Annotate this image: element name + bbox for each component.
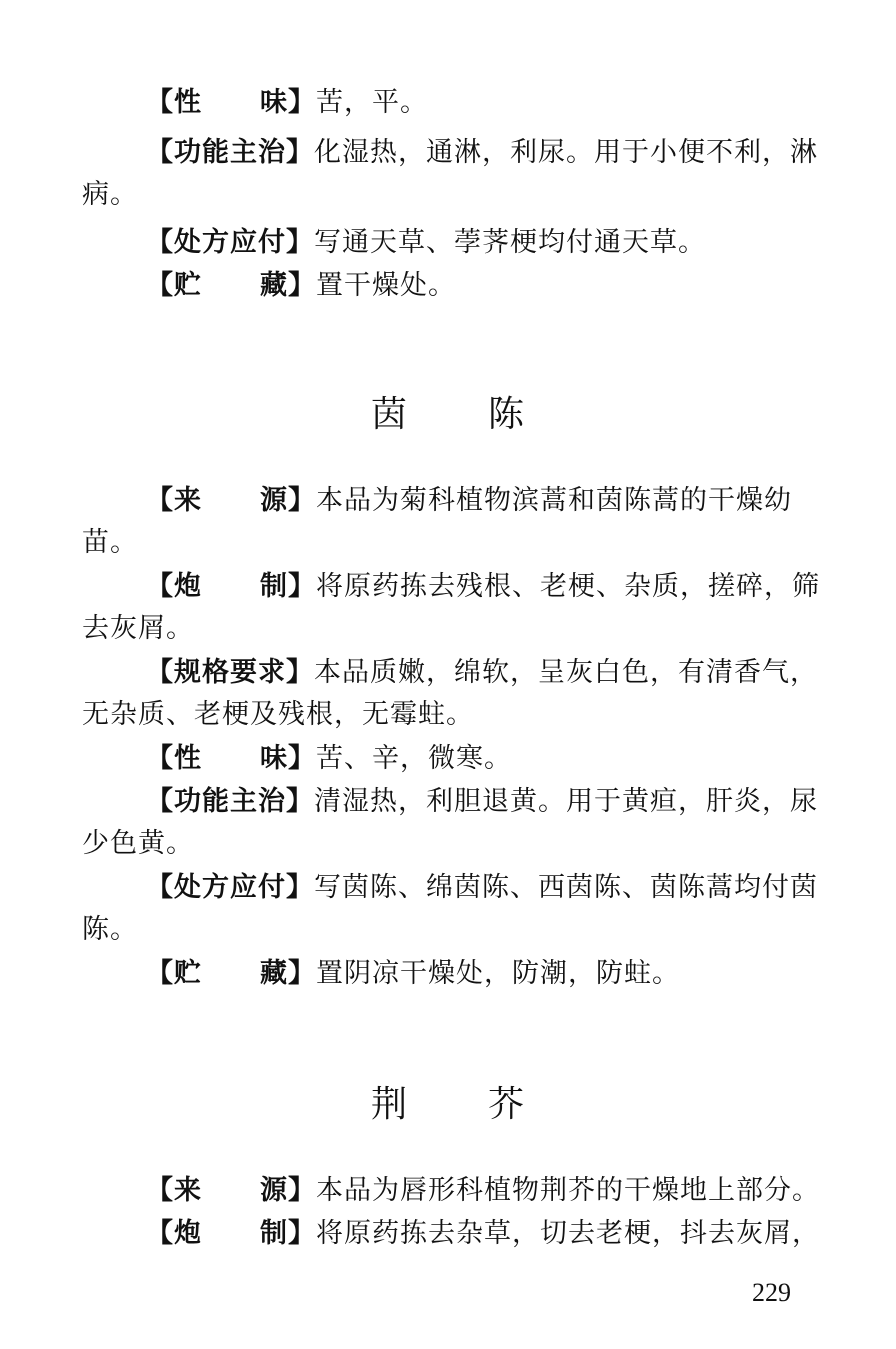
entry-label: 【性 味】 bbox=[146, 87, 316, 118]
entry-label: 【来 源】 bbox=[146, 1175, 316, 1206]
entry-text: 苦、辛，微寒。 bbox=[316, 743, 512, 774]
entry-label: 【功能主治】 bbox=[146, 137, 314, 168]
entry-laiyuan-3 bbox=[82, 1170, 834, 1212]
entry-text: 本品为菊科植物滨蒿和茵陈蒿的干燥幼苗。 bbox=[82, 485, 792, 558]
entry-text: 将原药拣去残根、老梗、杂质，搓碎，筛去灰屑。 bbox=[82, 571, 820, 644]
entry-text: 写茵陈、绵茵陈、西茵陈、茵陈蒿均付茵陈。 bbox=[82, 872, 818, 945]
entry-text: 置阴凉干燥处，防潮，防蛀。 bbox=[316, 958, 680, 989]
entry-gongneng-1 bbox=[82, 132, 834, 216]
entry-text: 清湿热，利胆退黄。用于黄疸，肝炎，尿少色黄。 bbox=[82, 786, 818, 859]
entry-xingwei-1 bbox=[82, 82, 834, 124]
entry-label: 【处方应付】 bbox=[146, 227, 314, 258]
entry-text: 将原药拣去杂草，切去老梗，抖去灰屑， bbox=[316, 1218, 820, 1249]
entry-text: 苦，平。 bbox=[316, 87, 428, 118]
entry-guige-2 bbox=[82, 652, 834, 736]
page-number: 229 bbox=[752, 1278, 791, 1307]
entry-zhucang-2 bbox=[82, 953, 834, 995]
entry-text: 置干燥处。 bbox=[316, 270, 456, 301]
entry-xingwei-2 bbox=[82, 738, 834, 780]
entry-text: 本品为唇形科植物荆芥的干燥地上部分。 bbox=[316, 1175, 820, 1206]
section-title-jingjie: 荆 芥 bbox=[370, 1084, 526, 1125]
entry-label: 【规格要求】 bbox=[146, 657, 314, 688]
entry-label: 【炮 制】 bbox=[146, 1218, 316, 1249]
entry-paozhi-2 bbox=[82, 566, 834, 650]
entry-text: 化湿热，通淋，利尿。用于小便不利，淋病。 bbox=[82, 137, 818, 210]
entry-label: 【炮 制】 bbox=[146, 571, 316, 602]
entry-text: 写通天草、荸荠梗均付通天草。 bbox=[314, 227, 706, 258]
entry-label: 【贮 藏】 bbox=[146, 958, 316, 989]
entry-label: 【贮 藏】 bbox=[146, 270, 316, 301]
entry-zhucang-1 bbox=[82, 265, 834, 307]
entry-chufang-2 bbox=[82, 867, 834, 951]
entry-label: 【功能主治】 bbox=[146, 786, 314, 817]
entry-label: 【来 源】 bbox=[146, 485, 316, 516]
section-title-yinchen: 茵 陈 bbox=[370, 394, 526, 435]
entry-laiyuan-2 bbox=[82, 480, 834, 564]
entry-label: 【处方应付】 bbox=[146, 872, 314, 903]
entry-label: 【性 味】 bbox=[146, 743, 316, 774]
entry-text: 本品质嫩，绵软，呈灰白色，有清香气，无杂质、老梗及残根，无霉蛀。 bbox=[82, 657, 818, 730]
entry-gongneng-2 bbox=[82, 781, 834, 865]
entry-paozhi-3 bbox=[82, 1213, 834, 1255]
entry-chufang-1 bbox=[82, 222, 834, 264]
